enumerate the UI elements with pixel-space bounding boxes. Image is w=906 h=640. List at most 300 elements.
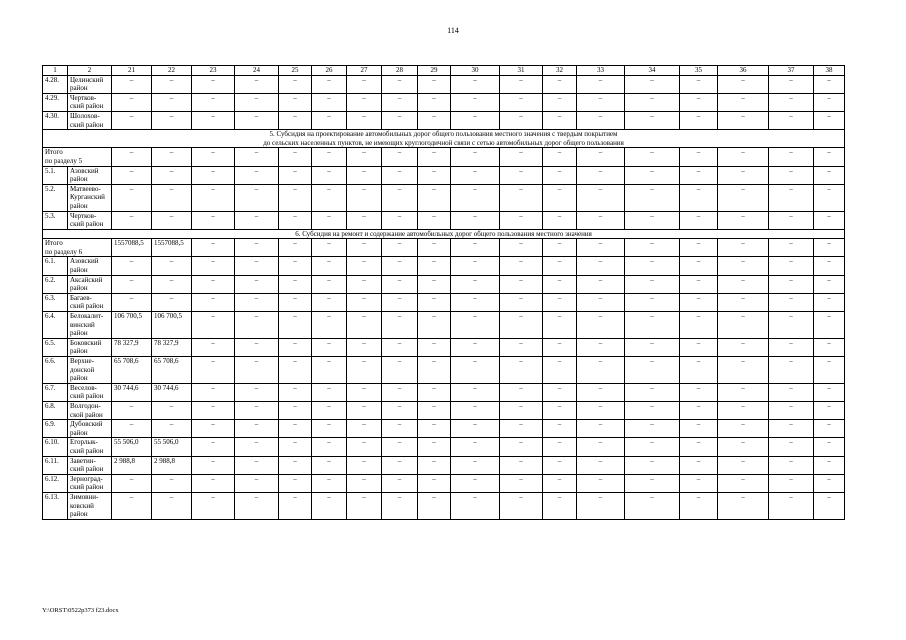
value-col-21: – <box>112 211 152 229</box>
dash-cell: – <box>347 239 382 257</box>
dash-cell: – <box>814 456 845 474</box>
dash-cell: – <box>312 75 347 93</box>
dash-cell: – <box>625 492 680 519</box>
dash-cell: – <box>500 293 543 311</box>
column-header: 28 <box>382 66 418 76</box>
table-body <box>43 66 845 520</box>
dash-cell: – <box>718 148 769 166</box>
dash-cell: – <box>680 166 718 184</box>
dash-cell: – <box>418 275 451 293</box>
column-header: 23 <box>192 66 235 76</box>
header-row <box>43 66 845 76</box>
dash-cell: – <box>680 492 718 519</box>
dash-cell: – <box>418 75 451 93</box>
dash-cell: – <box>451 166 500 184</box>
dash-cell: – <box>814 420 845 438</box>
district-name: Чертков- ский район <box>68 211 112 229</box>
dash-cell: – <box>577 383 625 401</box>
dash-cell: – <box>814 474 845 492</box>
table-row <box>43 312 845 339</box>
dash-cell: – <box>312 338 347 356</box>
dash-cell: – <box>500 492 543 519</box>
dash-cell: – <box>192 275 235 293</box>
dash-cell: – <box>192 184 235 211</box>
dash-cell: – <box>312 211 347 229</box>
dash-cell: – <box>577 257 625 275</box>
district-name: Егорлык- ский район <box>68 438 112 456</box>
dash-cell: – <box>680 93 718 111</box>
dash-cell: – <box>347 456 382 474</box>
value-col-21: – <box>112 420 152 438</box>
value-col-21: 2 988,8 <box>112 456 152 474</box>
value-col-21: – <box>112 166 152 184</box>
value-col-21: 30 744,6 <box>112 383 152 401</box>
dash-cell: – <box>418 474 451 492</box>
dash-cell: – <box>418 166 451 184</box>
dash-cell: – <box>451 257 500 275</box>
dash-cell: – <box>192 211 235 229</box>
dash-cell: – <box>235 338 279 356</box>
dash-cell: – <box>418 148 451 166</box>
dash-cell: – <box>500 401 543 419</box>
dash-cell: – <box>769 148 814 166</box>
dash-cell: – <box>543 75 577 93</box>
table-row <box>43 338 845 356</box>
dash-cell: – <box>769 474 814 492</box>
dash-cell: – <box>500 383 543 401</box>
dash-cell: – <box>680 401 718 419</box>
value-col-21: 65 708,6 <box>112 357 152 384</box>
dash-cell: – <box>347 211 382 229</box>
dash-cell: – <box>543 312 577 339</box>
dash-cell: – <box>382 239 418 257</box>
dash-cell: – <box>577 293 625 311</box>
dash-cell: – <box>680 293 718 311</box>
row-number: 5.3. <box>43 211 68 229</box>
value-col-22: – <box>152 492 192 519</box>
dash-cell: – <box>543 275 577 293</box>
dash-cell: – <box>769 257 814 275</box>
row-number: 6.4. <box>43 312 68 339</box>
dash-cell: – <box>577 474 625 492</box>
dash-cell: – <box>382 438 418 456</box>
column-header: 25 <box>279 66 312 76</box>
table-row <box>43 357 845 384</box>
district-name: Шолохов- ский район <box>68 111 112 129</box>
dash-cell: – <box>347 75 382 93</box>
column-header: 21 <box>112 66 152 76</box>
row-number: 6.5. <box>43 338 68 356</box>
value-col-22: – <box>152 93 192 111</box>
dash-cell: – <box>625 184 680 211</box>
dash-cell: – <box>382 492 418 519</box>
dash-cell: – <box>192 257 235 275</box>
dash-cell: – <box>625 166 680 184</box>
row-number: 6.6. <box>43 357 68 384</box>
dash-cell: – <box>769 456 814 474</box>
column-header: 24 <box>235 66 279 76</box>
dash-cell: – <box>718 420 769 438</box>
total-label: Итого по разделу 6 <box>43 239 112 257</box>
dash-cell: – <box>769 420 814 438</box>
dash-cell: – <box>577 148 625 166</box>
dash-cell: – <box>451 456 500 474</box>
dash-cell: – <box>451 312 500 339</box>
column-header: 32 <box>543 66 577 76</box>
dash-cell: – <box>500 211 543 229</box>
dash-cell: – <box>192 401 235 419</box>
dash-cell: – <box>312 420 347 438</box>
column-header: 33 <box>577 66 625 76</box>
dash-cell: – <box>500 148 543 166</box>
dash-cell: – <box>500 184 543 211</box>
dash-cell: – <box>347 312 382 339</box>
dash-cell: – <box>279 401 312 419</box>
dash-cell: – <box>312 184 347 211</box>
section-title <box>43 130 845 148</box>
dash-cell: – <box>279 438 312 456</box>
dash-cell: – <box>418 211 451 229</box>
dash-cell: – <box>235 257 279 275</box>
section-title-line: до сельских населенных пунктов, не имеющих круглогодичной связи с сетью автомобильных дорог общего пользования <box>263 138 624 147</box>
dash-cell: – <box>543 338 577 356</box>
dash-cell: – <box>235 148 279 166</box>
row-number: 5.2. <box>43 184 68 211</box>
dash-cell: – <box>543 257 577 275</box>
dash-cell: – <box>192 474 235 492</box>
dash-cell: – <box>500 438 543 456</box>
dash-cell: – <box>500 166 543 184</box>
dash-cell: – <box>347 383 382 401</box>
dash-cell: – <box>814 166 845 184</box>
row-number: 6.2. <box>43 275 68 293</box>
dash-cell: – <box>625 338 680 356</box>
dash-cell: – <box>279 257 312 275</box>
dash-cell: – <box>312 456 347 474</box>
district-name: Аксайский район <box>68 275 112 293</box>
row-number: 4.29. <box>43 93 68 111</box>
dash-cell: – <box>192 239 235 257</box>
dash-cell: – <box>279 148 312 166</box>
dash-cell: – <box>418 293 451 311</box>
dash-cell: – <box>625 275 680 293</box>
dash-cell: – <box>769 383 814 401</box>
dash-cell: – <box>235 492 279 519</box>
dash-cell: – <box>347 293 382 311</box>
dash-cell: – <box>577 93 625 111</box>
dash-cell: – <box>418 438 451 456</box>
table-row <box>43 474 845 492</box>
dash-cell: – <box>235 75 279 93</box>
value-col-22: – <box>152 75 192 93</box>
dash-cell: – <box>543 401 577 419</box>
dash-cell: – <box>577 420 625 438</box>
dash-cell: – <box>543 93 577 111</box>
dash-cell: – <box>680 239 718 257</box>
dash-cell: – <box>235 166 279 184</box>
section-title-line: 5. Субсидия на проектирование автомобильных дорог общего пользования местного значения с твердым покрытием <box>269 130 618 139</box>
value-col-22: 65 708,6 <box>152 357 192 384</box>
dash-cell: – <box>451 75 500 93</box>
district-name: Чертков- ский район <box>68 93 112 111</box>
dash-cell: – <box>235 293 279 311</box>
dash-cell: – <box>625 75 680 93</box>
dash-cell: – <box>718 111 769 129</box>
dash-cell: – <box>382 275 418 293</box>
column-header: 34 <box>625 66 680 76</box>
dash-cell: – <box>192 166 235 184</box>
dash-cell: – <box>718 383 769 401</box>
dash-cell: – <box>347 357 382 384</box>
dash-cell: – <box>543 148 577 166</box>
dash-cell: – <box>718 211 769 229</box>
value-col-22: – <box>152 184 192 211</box>
dash-cell: – <box>500 111 543 129</box>
dash-cell: – <box>718 357 769 384</box>
dash-cell: – <box>814 148 845 166</box>
dash-cell: – <box>680 357 718 384</box>
dash-cell: – <box>382 93 418 111</box>
column-header: 31 <box>500 66 543 76</box>
dash-cell: – <box>192 75 235 93</box>
dash-cell: – <box>718 401 769 419</box>
dash-cell: – <box>235 111 279 129</box>
dash-cell: – <box>451 148 500 166</box>
dash-cell: – <box>418 257 451 275</box>
dash-cell: – <box>500 456 543 474</box>
dash-cell: – <box>451 383 500 401</box>
dash-cell: – <box>235 438 279 456</box>
table-row <box>43 184 845 211</box>
dash-cell: – <box>625 312 680 339</box>
dash-cell: – <box>577 166 625 184</box>
dash-cell: – <box>769 492 814 519</box>
dash-cell: – <box>680 184 718 211</box>
dash-cell: – <box>814 184 845 211</box>
table-row <box>43 257 845 275</box>
dash-cell: – <box>418 357 451 384</box>
dash-cell: – <box>347 166 382 184</box>
dash-cell: – <box>418 111 451 129</box>
dash-cell: – <box>312 293 347 311</box>
dash-cell: – <box>347 401 382 419</box>
dash-cell: – <box>680 474 718 492</box>
value-col-22: – <box>152 420 192 438</box>
dash-cell: – <box>500 474 543 492</box>
dash-cell: – <box>718 456 769 474</box>
value-col-21: – <box>112 148 152 166</box>
dash-cell: – <box>814 492 845 519</box>
dash-cell: – <box>235 474 279 492</box>
dash-cell: – <box>235 420 279 438</box>
value-col-22: 1557088,5 <box>152 239 192 257</box>
dash-cell: – <box>192 357 235 384</box>
dash-cell: – <box>718 474 769 492</box>
dash-cell: – <box>718 257 769 275</box>
dash-cell: – <box>625 474 680 492</box>
dash-cell: – <box>279 239 312 257</box>
dash-cell: – <box>625 257 680 275</box>
table-row <box>43 75 845 93</box>
row-number: 6.10. <box>43 438 68 456</box>
dash-cell: – <box>192 492 235 519</box>
dash-cell: – <box>382 257 418 275</box>
value-col-22: – <box>152 293 192 311</box>
dash-cell: – <box>347 474 382 492</box>
dash-cell: – <box>500 239 543 257</box>
dash-cell: – <box>279 492 312 519</box>
dash-cell: – <box>543 184 577 211</box>
table-row <box>43 456 845 474</box>
dash-cell: – <box>382 401 418 419</box>
dash-cell: – <box>680 111 718 129</box>
dash-cell: – <box>279 275 312 293</box>
dash-cell: – <box>769 211 814 229</box>
dash-cell: – <box>625 93 680 111</box>
table-row <box>43 492 845 519</box>
dash-cell: – <box>312 401 347 419</box>
total-row <box>43 239 845 257</box>
dash-cell: – <box>279 383 312 401</box>
district-name: Целинский район <box>68 75 112 93</box>
district-name: Азовский район <box>68 166 112 184</box>
dash-cell: – <box>814 312 845 339</box>
dash-cell: – <box>235 211 279 229</box>
dash-cell: – <box>500 257 543 275</box>
dash-cell: – <box>680 148 718 166</box>
table-row <box>43 211 845 229</box>
row-number: 5.1. <box>43 166 68 184</box>
dash-cell: – <box>625 383 680 401</box>
dash-cell: – <box>543 111 577 129</box>
dash-cell: – <box>577 357 625 384</box>
dash-cell: – <box>235 456 279 474</box>
column-header: 1 <box>43 66 68 76</box>
row-number: 6.9. <box>43 420 68 438</box>
dash-cell: – <box>235 93 279 111</box>
dash-cell: – <box>500 93 543 111</box>
dash-cell: – <box>769 93 814 111</box>
dash-cell: – <box>814 293 845 311</box>
dash-cell: – <box>279 312 312 339</box>
dash-cell: – <box>382 338 418 356</box>
dash-cell: – <box>500 312 543 339</box>
dash-cell: – <box>418 456 451 474</box>
dash-cell: – <box>382 420 418 438</box>
dash-cell: – <box>192 93 235 111</box>
dash-cell: – <box>577 492 625 519</box>
dash-cell: – <box>279 166 312 184</box>
dash-cell: – <box>451 420 500 438</box>
dash-cell: – <box>543 383 577 401</box>
value-col-21: – <box>112 492 152 519</box>
dash-cell: – <box>347 111 382 129</box>
dash-cell: – <box>680 438 718 456</box>
dash-cell: – <box>577 184 625 211</box>
dash-cell: – <box>451 275 500 293</box>
district-name: Азовский район <box>68 257 112 275</box>
value-col-22: 2 988,8 <box>152 456 192 474</box>
district-name: Зимовни- ковский район <box>68 492 112 519</box>
dash-cell: – <box>680 257 718 275</box>
dash-cell: – <box>451 184 500 211</box>
dash-cell: – <box>451 438 500 456</box>
dash-cell: – <box>769 401 814 419</box>
district-name: Заветин- ский район <box>68 456 112 474</box>
dash-cell: – <box>814 93 845 111</box>
district-name: Волгодон- ской район <box>68 401 112 419</box>
dash-cell: – <box>718 275 769 293</box>
value-col-21: – <box>112 293 152 311</box>
dash-cell: – <box>814 111 845 129</box>
value-col-22: – <box>152 211 192 229</box>
dash-cell: – <box>543 474 577 492</box>
dash-cell: – <box>347 257 382 275</box>
table-row <box>43 111 845 129</box>
section-title <box>43 229 845 239</box>
district-name: Белокалит- винский район <box>68 312 112 339</box>
dash-cell: – <box>718 438 769 456</box>
dash-cell: – <box>418 184 451 211</box>
dash-cell: – <box>500 338 543 356</box>
dash-cell: – <box>451 211 500 229</box>
dash-cell: – <box>577 111 625 129</box>
district-name: Веселов- ский район <box>68 383 112 401</box>
value-col-22: 30 744,6 <box>152 383 192 401</box>
column-header: 35 <box>680 66 718 76</box>
table-row <box>43 420 845 438</box>
dash-cell: – <box>543 357 577 384</box>
dash-cell: – <box>235 275 279 293</box>
dash-cell: – <box>235 357 279 384</box>
row-number: 6.12. <box>43 474 68 492</box>
dash-cell: – <box>769 184 814 211</box>
dash-cell: – <box>279 93 312 111</box>
total-label: Итого по разделу 5 <box>43 148 112 166</box>
dash-cell: – <box>382 383 418 401</box>
dash-cell: – <box>769 357 814 384</box>
column-header: 30 <box>451 66 500 76</box>
value-col-21: – <box>112 401 152 419</box>
dash-cell: – <box>625 357 680 384</box>
dash-cell: – <box>279 456 312 474</box>
column-header: 22 <box>152 66 192 76</box>
district-name: Зерноград- ский район <box>68 474 112 492</box>
value-col-22: – <box>152 275 192 293</box>
table-row <box>43 275 845 293</box>
dash-cell: – <box>625 438 680 456</box>
row-number: 6.1. <box>43 257 68 275</box>
dash-cell: – <box>814 239 845 257</box>
dash-cell: – <box>814 357 845 384</box>
dash-cell: – <box>680 383 718 401</box>
dash-cell: – <box>382 474 418 492</box>
dash-cell: – <box>382 312 418 339</box>
table-row <box>43 93 845 111</box>
dash-cell: – <box>451 492 500 519</box>
dash-cell: – <box>418 312 451 339</box>
dash-cell: – <box>279 211 312 229</box>
dash-cell: – <box>235 401 279 419</box>
dash-cell: – <box>718 184 769 211</box>
dash-cell: – <box>769 293 814 311</box>
value-col-22: 55 506,0 <box>152 438 192 456</box>
value-col-21: – <box>112 93 152 111</box>
dash-cell: – <box>347 148 382 166</box>
row-number: 4.28. <box>43 75 68 93</box>
dash-cell: – <box>769 438 814 456</box>
dash-cell: – <box>418 383 451 401</box>
